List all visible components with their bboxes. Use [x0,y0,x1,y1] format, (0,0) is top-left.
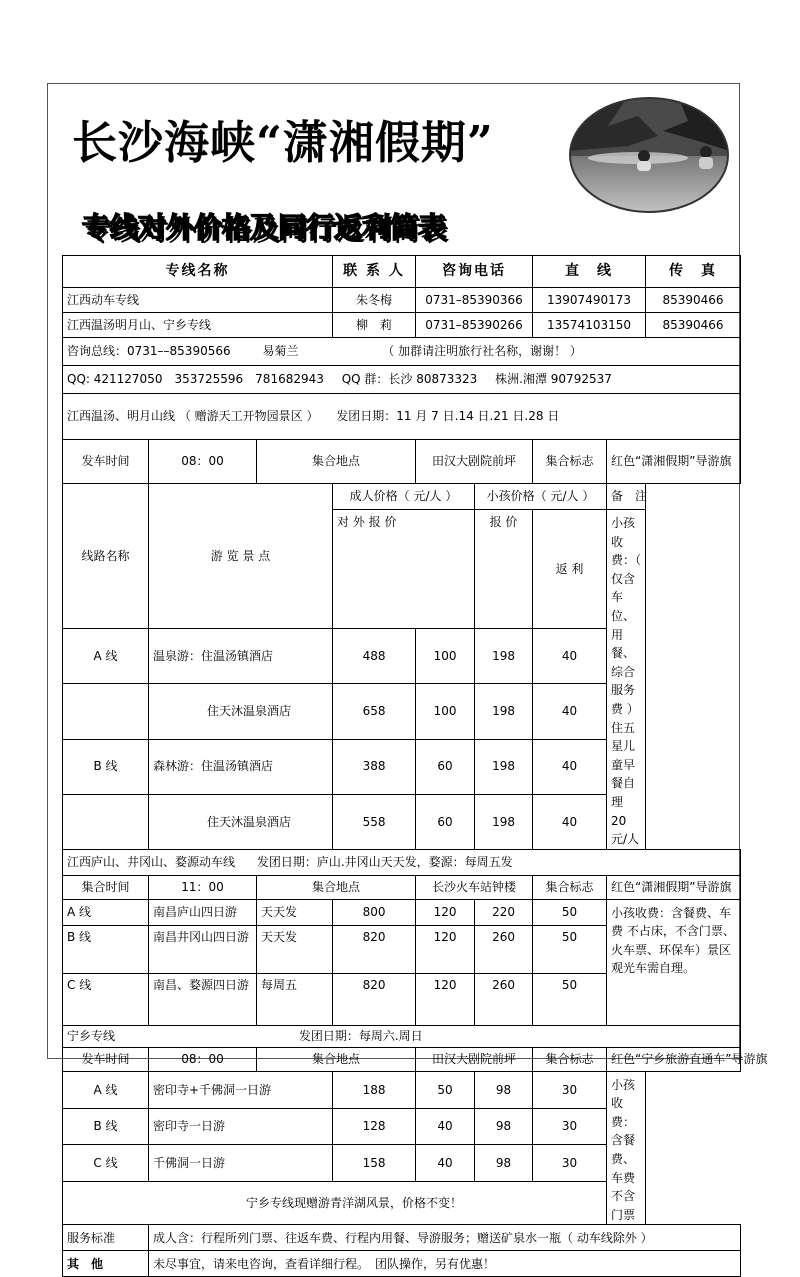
price-table [62,255,768,1277]
header-contact: 联 系 人 [333,256,416,288]
meeting-flag: 红色“潇湘假期”导游旗 [607,440,741,484]
route-row [63,899,741,925]
adult-rebate: 120 [416,925,475,973]
quote-header: 对 外 报 价 [333,510,475,629]
meeting-place-label: 集合地点 [257,875,416,899]
meeting-flag: 红色“潇湘假期”导游旗 [607,875,741,899]
qq-cell [63,366,741,394]
route-name: C 线 [63,973,149,1025]
qq-numbers: QQ: 421127050 353725596 781682943 [67,372,324,387]
other-label: 其 他 [63,1251,149,1277]
adult-rebate: 60 [416,794,475,849]
meeting-place: 长沙火车站钟楼 [416,875,533,899]
adult-price: 658 [333,684,416,739]
contact-person: 朱冬梅 [333,288,416,313]
contact-person: 柳 莉 [333,313,416,338]
child-rebate: 40 [533,794,607,849]
adult-rebate: 60 [416,739,475,794]
contact-fax: 85390466 [646,313,741,338]
remark-header: 备 注 [607,484,646,510]
route-frequency: 天天发 [257,925,333,973]
section1-depart: 发团日期：11 月 7 日.14 日.21 日.28 日 [336,409,560,424]
page-subtitle: 专线对外价格及同行返利简表 [82,211,447,244]
route-name: B 线 [63,925,149,973]
child-price: 198 [475,629,533,684]
adult-price: 158 [333,1145,416,1182]
adult-rebate: 120 [416,899,475,925]
adult-price: 488 [333,629,416,684]
meeting-flag-label: 集合标志 [533,1047,607,1071]
contact-direct: 13574103150 [533,313,646,338]
child-rebate: 40 [533,739,607,794]
route-name: A 线 [63,1071,149,1108]
route-spot: 密印寺一日游 [149,1108,333,1145]
contact-line: 江西温汤明月山、宁乡专线 [63,313,333,338]
hotline-row [63,338,741,366]
page-title: 长沙海峡“潇湘假期” [72,116,494,169]
meeting-place-label: 集合地点 [257,1047,416,1071]
hotline-cell [63,338,741,366]
meeting-flag-label: 集合标志 [533,875,607,899]
hot-spring-photo [568,96,730,214]
contact-phone: 0731–85390366 [416,288,533,313]
contact-row [63,313,741,338]
meeting-time: 11：00 [149,875,257,899]
child-price: 220 [475,899,533,925]
meeting-place-label: 集合地点 [257,440,416,484]
meeting-place: 田汉大剧院前坪 [416,440,533,484]
header-line-name: 专线名称 [63,256,333,288]
qq-row [63,366,741,394]
other-text: 未尽事宜，请来电咨询，查看详细行程。 团队操作，另有优惠！ [149,1251,741,1277]
adult-price-header: 成人价格（ 元/人 ） [333,484,475,510]
qq-group-2: 株洲.湘潭 90792537 [495,372,612,387]
header-phone: 咨询电话 [416,256,533,288]
child-price: 98 [475,1071,533,1108]
promo-row [63,1182,741,1225]
section2-meeting-row [63,875,741,899]
section2-child-note: 小孩收费：含餐费、车费 不占床，不含门票、火车票、环保车）景区观光车需自理。 [607,899,741,1025]
header-fax: 传 真 [646,256,741,288]
departure-time: 08：00 [149,1047,257,1071]
route-spot: 南昌井冈山四日游 [149,925,257,973]
spots-header: 游 览 景 点 [149,484,333,629]
child-price: 98 [475,1108,533,1145]
adult-price: 388 [333,739,416,794]
child-rebate: 30 [533,1071,607,1108]
section3-promo: 宁乡专线现赠游青洋湖风景，价格不变！ [63,1182,646,1225]
child-rebate: 50 [533,899,607,925]
route-row [63,1071,741,1108]
route-name: A 线 [63,899,149,925]
route-spot: 住天沐温泉酒店 [149,684,333,739]
service-row [63,1225,741,1251]
hotline-note: （ 加群请注明旅行社名称，谢谢！ ） [382,344,582,359]
adult-rebate: 40 [416,1108,475,1145]
child-rebate: 50 [533,925,607,973]
route-spot: 千佛洞一日游 [149,1145,333,1182]
meeting-flag: 红色“宁乡旅游直通车”导游旗 [607,1047,741,1071]
adult-rebate: 120 [416,973,475,1025]
route-name-header: 线路名称 [63,484,149,629]
adult-price: 820 [333,925,416,973]
route-name: C 线 [63,1145,149,1182]
section2-depart: 发团日期：庐山.井冈山天天发，婺源：每周五发 [256,855,513,870]
contact-header-row [63,256,741,288]
other-row [63,1251,741,1277]
route-name: A 线 [63,629,149,684]
child-price: 198 [475,739,533,794]
contact-phone: 0731–85390266 [416,313,533,338]
section1-title: 江西温汤、明月山线 （ 赠游天工开物园景区 ） [67,409,319,424]
child-rebate: 30 [533,1108,607,1145]
route-name: B 线 [63,739,149,794]
section3-meeting-row [63,1047,741,1071]
section3-title: 宁乡专线 [67,1029,116,1044]
section1-title-cell [63,394,741,440]
meeting-time-label: 集合时间 [63,875,149,899]
rebate-header: 返 利 [533,510,607,629]
child-rebate: 30 [533,1145,607,1182]
child-rebate: 40 [533,629,607,684]
section3-depart: 发团日期：每周六.周日 [298,1029,423,1044]
adult-price: 800 [333,899,416,925]
adult-rebate: 40 [416,1145,475,1182]
section1-meeting-row [63,440,741,484]
hotline-number: 咨询总线：0731––85390566 [67,344,231,359]
route-spot: 温泉游：住温汤镇酒店 [149,629,333,684]
child-quote-header: 报 价 [475,510,533,629]
child-price: 260 [475,973,533,1025]
route-spot: 南昌庐山四日游 [149,899,257,925]
child-rebate: 50 [533,973,607,1025]
child-price: 198 [475,684,533,739]
departure-time-label: 发车时间 [63,1047,149,1071]
route-spot: 森林游：住温汤镇酒店 [149,739,333,794]
section2-title: 江西庐山、井冈山、婺源动车线 [67,855,236,870]
departure-time: 08：00 [149,440,257,484]
section2-title-cell [63,849,741,875]
child-rebate: 40 [533,684,607,739]
meeting-flag-label: 集合标志 [533,440,607,484]
meeting-place: 田汉大剧院前坪 [416,1047,533,1071]
adult-rebate: 100 [416,684,475,739]
route-frequency: 天天发 [257,899,333,925]
child-price: 98 [475,1145,533,1182]
header-direct: 直 线 [533,256,646,288]
route-name [63,794,149,849]
contact-fax: 85390466 [646,288,741,313]
adult-price: 558 [333,794,416,849]
route-spot: 密印寺+千佛洞一日游 [149,1071,333,1108]
section3-child-note: 小孩收费：含餐费、车费 不含门票 [607,1071,646,1225]
service-text: 成人含：行程所列门票、往返车费、行程内用餐、导游服务；赠送矿泉水一瓶（ 动车线除外 ） [149,1225,741,1251]
adult-rebate: 100 [416,629,475,684]
route-name: B 线 [63,1108,149,1145]
route-spot: 住天沐温泉酒店 [149,794,333,849]
adult-price: 128 [333,1108,416,1145]
qq-group: QQ 群：长沙 80873323 [341,372,478,387]
contact-row [63,288,741,313]
adult-price: 820 [333,973,416,1025]
section1-child-note: 小孩收费：（ 仅含车位、用餐、综合服务费 ）住五星儿童早餐自理 20 元/人 [607,510,646,850]
route-spot: 南昌、婺源四日游 [149,973,257,1025]
section2-title-row [63,849,741,875]
child-price: 260 [475,925,533,973]
child-price: 198 [475,794,533,849]
section3-title-row [63,1025,741,1047]
child-price-header: 小孩价格（ 元/人 ） [475,484,607,510]
hotline-person: 易菊兰 [262,344,299,359]
contact-direct: 13907490173 [533,288,646,313]
adult-price: 188 [333,1071,416,1108]
departure-time-label: 发车时间 [63,440,149,484]
adult-rebate: 50 [416,1071,475,1108]
route-frequency: 每周五 [257,973,333,1025]
price-header-row [63,484,741,510]
route-name [63,684,149,739]
section3-title-cell [63,1025,741,1047]
contact-line: 江西动车专线 [63,288,333,313]
section1-title-row [63,394,741,440]
service-label: 服务标准 [63,1225,149,1251]
